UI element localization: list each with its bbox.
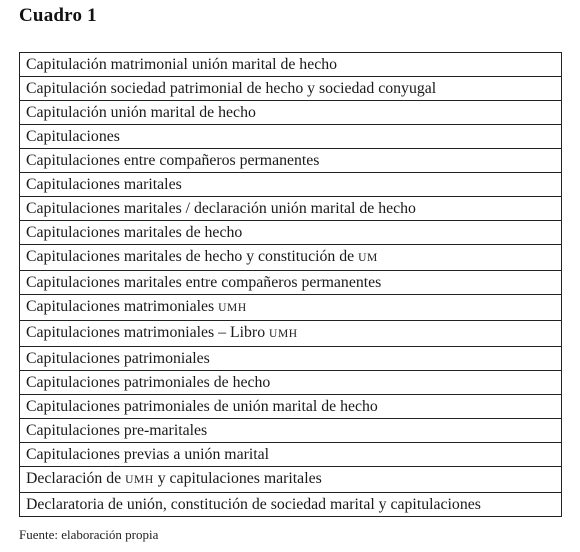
cell-text: Capitulaciones maritales de hecho y constitución de <box>26 248 359 265</box>
cell-text: Capitulaciones patrimoniales <box>26 350 210 367</box>
table-cell <box>20 321 562 347</box>
table-row <box>20 101 562 125</box>
table-row <box>20 321 562 347</box>
table-row <box>20 371 562 395</box>
table-row <box>20 271 562 295</box>
cell-text: Capitulaciones <box>26 128 120 145</box>
cell-text: Capitulaciones entre compañeros permanentes <box>26 152 320 169</box>
table-row <box>20 245 562 271</box>
abbreviation: UM <box>358 252 378 264</box>
table-cell <box>20 77 562 101</box>
abbreviation: UMH <box>269 328 298 340</box>
table-row <box>20 419 562 443</box>
terms-table-body <box>20 53 562 517</box>
table-cell <box>20 395 562 419</box>
cell-text: Capitulaciones previas a unión marital <box>26 446 270 463</box>
table-cell <box>20 493 562 517</box>
table-cell <box>20 371 562 395</box>
cell-text: Capitulaciones maritales de hecho <box>26 224 243 241</box>
table-row <box>20 347 562 371</box>
table-cell <box>20 221 562 245</box>
cell-text: Capitulaciones patrimoniales de hecho <box>26 374 271 391</box>
table-row <box>20 197 562 221</box>
cell-text: Capitulación unión marital de hecho <box>26 104 256 121</box>
abbreviation: UMH <box>125 474 154 486</box>
table-cell <box>20 173 562 197</box>
table-row <box>20 149 562 173</box>
cell-text: Declaratoria de unión, constitución de sociedad marital y capitulaciones <box>26 496 481 513</box>
cell-text: Declaración de <box>26 470 126 487</box>
table-row <box>20 53 562 77</box>
cell-text: Capitulaciones maritales entre compañeros permanentes <box>26 274 382 291</box>
table-row <box>20 295 562 321</box>
table-row <box>20 221 562 245</box>
table-cell <box>20 101 562 125</box>
table-cell <box>20 295 562 321</box>
cell-text: Capitulación matrimonial unión marital de hecho <box>26 56 338 73</box>
table-row <box>20 467 562 493</box>
cell-text: Capitulaciones matrimoniales – Libro <box>26 324 270 341</box>
source-note: Fuente: elaboración propia <box>19 527 159 542</box>
table-row <box>20 173 562 197</box>
cell-text: y capitulaciones maritales <box>153 470 322 487</box>
cell-text: Capitulación sociedad patrimonial de hecho y sociedad conyugal <box>26 80 437 97</box>
table-row <box>20 443 562 467</box>
table-title: Cuadro 1 <box>19 5 97 26</box>
table-cell <box>20 271 562 295</box>
cell-text: Capitulaciones pre-maritales <box>26 422 208 439</box>
table-cell <box>20 443 562 467</box>
table-row <box>20 395 562 419</box>
cell-text: Capitulaciones matrimoniales <box>26 298 219 315</box>
table-row <box>20 77 562 101</box>
table-cell <box>20 467 562 493</box>
table-row <box>20 493 562 517</box>
table-cell <box>20 245 562 271</box>
cell-text: Capitulaciones maritales <box>26 176 182 193</box>
cell-text: Capitulaciones maritales / declaración unión marital de hecho <box>26 200 416 217</box>
table-cell <box>20 125 562 149</box>
table-cell <box>20 197 562 221</box>
terms-table <box>19 52 562 517</box>
table-cell <box>20 149 562 173</box>
table-cell <box>20 53 562 77</box>
table-row <box>20 125 562 149</box>
table-cell <box>20 419 562 443</box>
table-cell <box>20 347 562 371</box>
abbreviation: UMH <box>218 302 247 314</box>
cell-text: Capitulaciones patrimoniales de unión marital de hecho <box>26 398 378 415</box>
